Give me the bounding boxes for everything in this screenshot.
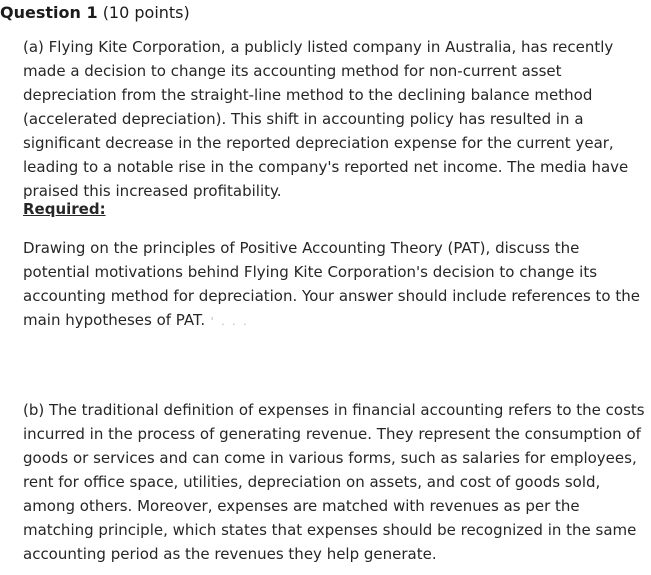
part-b-text: (b) The traditional definition of expenses in financial accounting refers to the costs incurred in the process of generating revenue. They represent the consumption of goods or services and can come in various forms, such as salaries for employees, rent for office space, utilities, depreciation on assets, and cost of goods sold, among others. Moreover, expenses are matched with revenues as per the matching principle, which states that expenses should be recognized in the same accounting period as the revenues they help generate. <box>23 401 645 563</box>
part-a-text: (a) Flying Kite Corporation, a publicly listed company in Australia, has recently made a decision to change its accounting method for non-current asset depreciation from the straight-line method to the declining balance method (accelerated depreciation). This shift in accounting policy has resulted in a significant decrease in the reported depreciation expense for the current year, leading to a notable rise in the company's reported net income. The media have praised this increased profitability. <box>23 38 629 200</box>
required-heading: Required: <box>23 200 106 218</box>
question-header <box>0 3 190 23</box>
question-title: Question 1 <box>0 3 98 22</box>
required-text-content: Drawing on the principles of Positive Accounting Theory (PAT), discuss the potential motivations behind Flying Kite Corporation's decision to change its accounting method for depreciation. Your answer should include references to the main hypotheses of PAT. <box>23 239 640 329</box>
stray-marks: ' . . . <box>205 315 249 328</box>
question-points: (10 points) <box>102 3 190 22</box>
required-text <box>23 236 648 334</box>
